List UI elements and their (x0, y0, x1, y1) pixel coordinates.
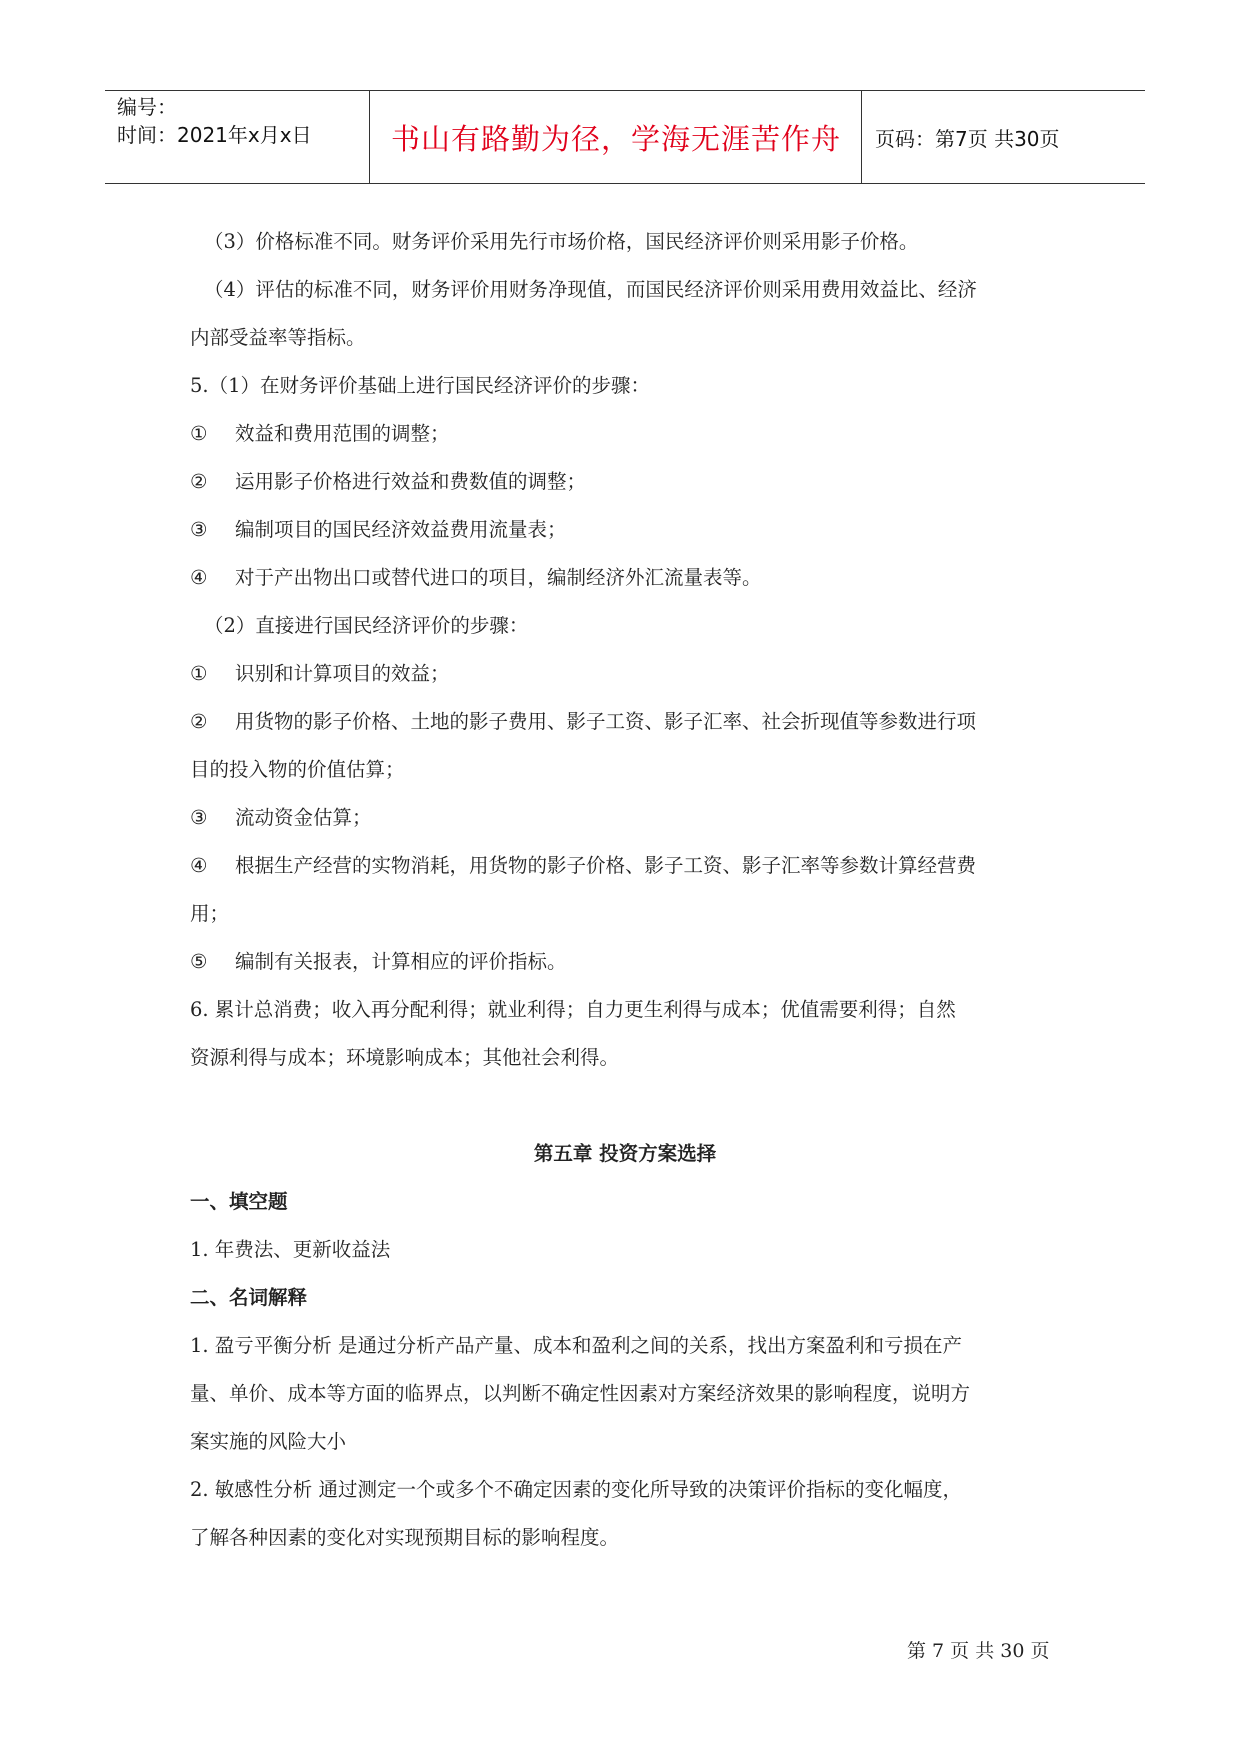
list-item-continuation: 目的投入物的价值估算； (190, 758, 405, 781)
document-body (190, 218, 1060, 1562)
paragraph: 5.（1）在财务评价基础上进行国民经济评价的步骤： (190, 374, 651, 397)
header-divider (861, 91, 862, 183)
chapter-title: 第五章 投资方案选择 (533, 1142, 717, 1165)
paragraph: 6. 累计总消费；收入再分配利得；就业利得；自力更生利得与成本；优值需要利得；自然 (190, 998, 956, 1021)
header-divider (369, 91, 370, 183)
header-page-label: 页码：第7页 共30页 (875, 126, 1060, 151)
header-id-label: 编号： (117, 95, 177, 119)
list-item: ③ 编制项目的国民经济效益费用流量表； (190, 518, 567, 541)
list-item: ⑤ 编制有关报表，计算相应的评价指标。 (190, 950, 567, 973)
paragraph: （3）价格标准不同。财务评价采用先行市场价格，国民经济评价则采用影子价格。 (204, 230, 919, 253)
header-time-label: 时间：2021年x月x日 (117, 123, 312, 147)
list-item: ④ 根据生产经营的实物消耗，用货物的影子价格、影子工资、影子汇率等参数计算经营费 (190, 854, 977, 877)
list-item-continuation: 用； (190, 902, 230, 925)
paragraph: 量、单价、成本等方面的临界点，以判断不确定性因素对方案经济效果的影响程度，说明方 (190, 1382, 971, 1405)
page-header (105, 90, 1145, 184)
list-item: ② 用货物的影子价格、土地的影子费用、影子工资、影子汇率、社会折现值等参数进行项 (190, 710, 977, 733)
list-item: ① 识别和计算项目的效益； (190, 662, 450, 685)
paragraph: 案实施的风险大小 (190, 1430, 347, 1453)
header-motto: 书山有路勤为径，学海无涯苦作舟 (390, 121, 841, 156)
paragraph: 资源利得与成本；环境影响成本；其他社会利得。 (190, 1046, 620, 1069)
paragraph: 内部受益率等指标。 (190, 326, 366, 349)
header-meta (117, 93, 312, 149)
paragraph: 1. 年费法、更新收益法 (190, 1238, 391, 1261)
paragraph: 2. 敏感性分析 通过测定一个或多个不确定因素的变化所导致的决策评价指标的变化幅度， (190, 1478, 963, 1501)
list-item: ② 运用影子价格进行效益和费数值的调整； (190, 470, 587, 493)
paragraph: （2）直接进行国民经济评价的步骤： (204, 614, 529, 637)
paragraph: 了解各种因素的变化对实现预期目标的影响程度。 (190, 1526, 620, 1549)
paragraph: 1. 盈亏平衡分析 是通过分析产品产量、成本和盈利之间的关系，找出方案盈利和亏损在产 (190, 1334, 963, 1357)
paragraph: （4）评估的标准不同，财务评价用财务净现值，而国民经济评价则采用费用效益比、经济 (204, 278, 977, 301)
section-heading: 一、填空题 (190, 1190, 288, 1213)
page-footer: 第 7 页 共 30 页 (907, 1640, 1050, 1662)
list-item: ③ 流动资金估算； (190, 806, 372, 829)
section-heading: 二、名词解释 (190, 1286, 308, 1309)
list-item: ④ 对于产出物出口或替代进口的项目，编制经济外汇流量表等。 (190, 566, 762, 589)
list-item: ① 效益和费用范围的调整； (190, 422, 450, 445)
